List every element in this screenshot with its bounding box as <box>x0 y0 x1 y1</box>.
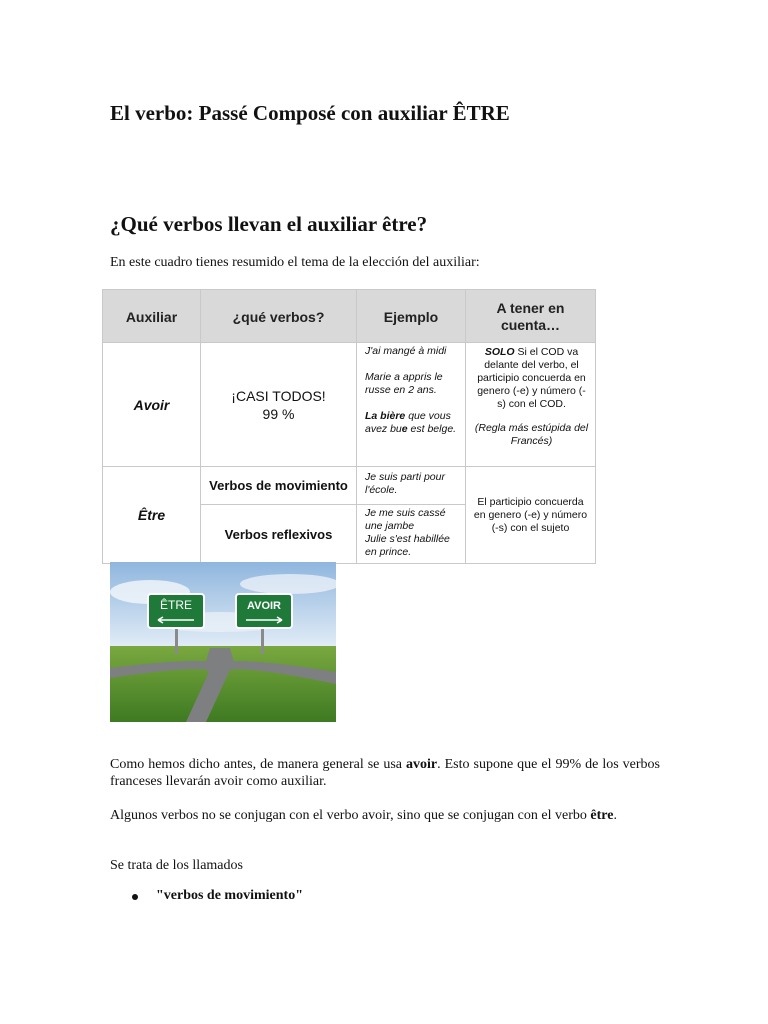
sign-etre <box>148 594 204 628</box>
sign-etre-label: ÊTRE <box>159 598 193 612</box>
avoir-note-bold: SOLO <box>484 346 515 358</box>
p1-text-b: . Esto supone que el 99% de los verbos franceses llevarán avoir como auxiliar. <box>110 757 660 789</box>
crossroads-image <box>110 562 336 722</box>
avoir-verbs-line1: ¡CASI TODOS! <box>231 387 326 404</box>
table-row-etre-movimiento <box>103 467 596 505</box>
etre-examples-reflexivos <box>357 505 466 564</box>
p2-text-b: . <box>613 808 617 823</box>
header-ejemplo: Ejemplo <box>357 290 466 343</box>
avoir-note-italic: (Regla más estúpida del Francés) <box>474 422 589 447</box>
etre-verbs-movimiento: Verbos de movimiento <box>201 467 357 505</box>
document-title: El verbo: Passé Composé con auxiliar ÊTRE <box>110 101 510 125</box>
p1-text-a: Como hemos dicho antes, de manera general se usa <box>110 757 407 772</box>
section-heading: ¿Qué verbos llevan el auxiliar être? <box>110 212 428 236</box>
etre-example-reflexivo-1: Je me suis cassé une jambe <box>365 507 446 532</box>
paragraph-1 <box>110 756 660 790</box>
avoir-example-3 <box>365 410 461 436</box>
p1-bold: avoir <box>406 757 438 772</box>
list-item <box>110 888 303 904</box>
example-3-rest1: que vous avez bu <box>365 410 451 435</box>
p2-text-a: Algunos verbos no se conjugan con el verbo avoir, sino que se conjugan con el verbo <box>110 808 591 823</box>
verb-type-list <box>110 888 303 904</box>
table-header-row <box>103 290 596 343</box>
example-3-rest2: est belge. <box>407 423 457 435</box>
example-3-bold: La bière <box>365 410 406 422</box>
header-a-tener-en-cuenta: A tener en cuenta… <box>466 290 596 343</box>
avoir-verbs-line2: 99 % <box>262 405 295 422</box>
header-que-verbos: ¿qué verbos? <box>201 290 357 343</box>
avoir-note <box>474 346 589 411</box>
paragraph-3: Se trata de los llamados <box>110 858 243 873</box>
bullet-icon <box>132 894 138 900</box>
etre-verbs-reflexivos: Verbos reflexivos <box>201 505 357 564</box>
avoir-example-1: J'ai mangé à midi <box>365 345 447 357</box>
header-auxiliar: Auxiliar <box>103 290 201 343</box>
auxiliary-table <box>102 289 596 564</box>
avoir-verbs-cell <box>201 343 357 467</box>
p2-bold: être <box>590 808 614 823</box>
etre-example-movimiento: Je suis parti pour l'école. <box>357 467 466 505</box>
paragraph-2 <box>110 807 660 824</box>
avoir-example-2: Marie a appris le russe en 2 ans. <box>365 371 443 396</box>
row-label-etre: Être <box>103 467 201 564</box>
row-label-avoir: Avoir <box>103 343 201 467</box>
avoir-note-text: Si el COD va delante del verbo, el participio concuerda en genero (-e) y número (-s) con el COD. <box>477 346 586 410</box>
avoir-note-cell <box>466 343 596 467</box>
etre-note: El participio concuerda en genero (-e) y número (-s) con el sujeto <box>466 467 596 564</box>
avoir-examples-cell <box>357 343 466 467</box>
etre-example-reflexivo-2: Julie s'est habillée en prince. <box>365 533 450 558</box>
table-row-avoir <box>103 343 596 467</box>
example-3-bold-e: e <box>401 423 408 435</box>
sign-avoir-label: AVOIR <box>246 600 282 612</box>
intro-text: En este cuadro tienes resumido el tema de la elección del auxiliar: <box>110 255 480 270</box>
sign-avoir <box>236 594 292 628</box>
list-item-text: "verbos de movimiento" <box>156 888 303 903</box>
